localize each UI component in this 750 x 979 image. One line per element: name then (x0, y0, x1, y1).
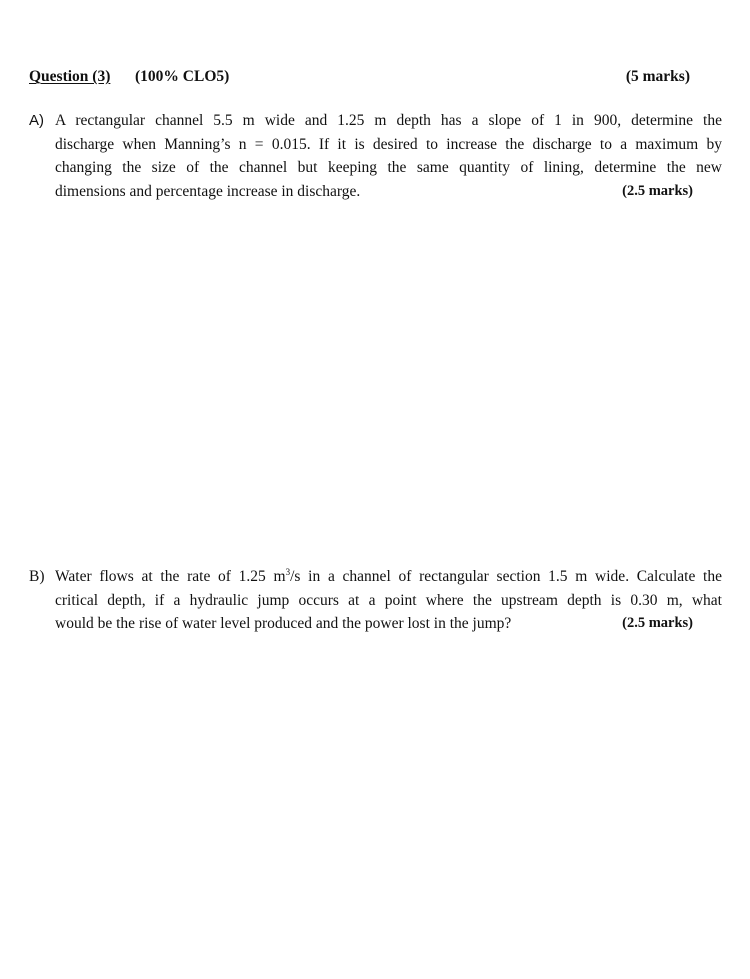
question-clo: (100% CLO5) (135, 68, 230, 85)
part-a-line-3: changing the size of the channel but keeping the same quantity of lining, determine the new (55, 159, 722, 177)
part-a-marks: (2.5 marks) (622, 182, 693, 199)
part-b-line-3 (55, 612, 722, 636)
question-marks: (5 marks) (625, 68, 690, 85)
part-a-label: A) (29, 112, 44, 129)
part-a (29, 109, 722, 203)
part-b-text (55, 565, 722, 636)
part-a-line-4-text: dimensions and percentage increase in discharge. (55, 182, 361, 200)
part-a-text (55, 109, 722, 203)
part-b-cubed-superscript: 3 (285, 567, 291, 577)
part-b-label: B) (29, 568, 45, 585)
part-b-marks: (2.5 marks) (622, 615, 693, 632)
part-a-line-1: A rectangular channel 5.5 m wide and 1.25 m depth has a slope of 1 in 900, determine the (55, 112, 722, 129)
question-label: Question (3) (29, 68, 111, 85)
part-b-line-1-a: Water flows at the rate of 1.25 m (55, 568, 286, 585)
part-b-line-1-b: /s in a channel of rectangular section 1.5 m wide. Calculate the (290, 568, 722, 585)
part-b-line-3-text: would be the rise of water level produced and the power lost in the jump? (55, 615, 512, 633)
part-b (29, 565, 722, 636)
part-b-line-1 (55, 565, 722, 589)
question-header (29, 68, 694, 90)
part-a-line-4 (55, 180, 722, 204)
part-a-line-2: discharge when Manning’s n = 0.015. If it is desired to increase the discharge to a maximum by (55, 135, 722, 153)
part-b-line-2: critical depth, if a hydraulic jump occurs at a point where the upstream depth is 0.30 m, what (55, 591, 722, 609)
